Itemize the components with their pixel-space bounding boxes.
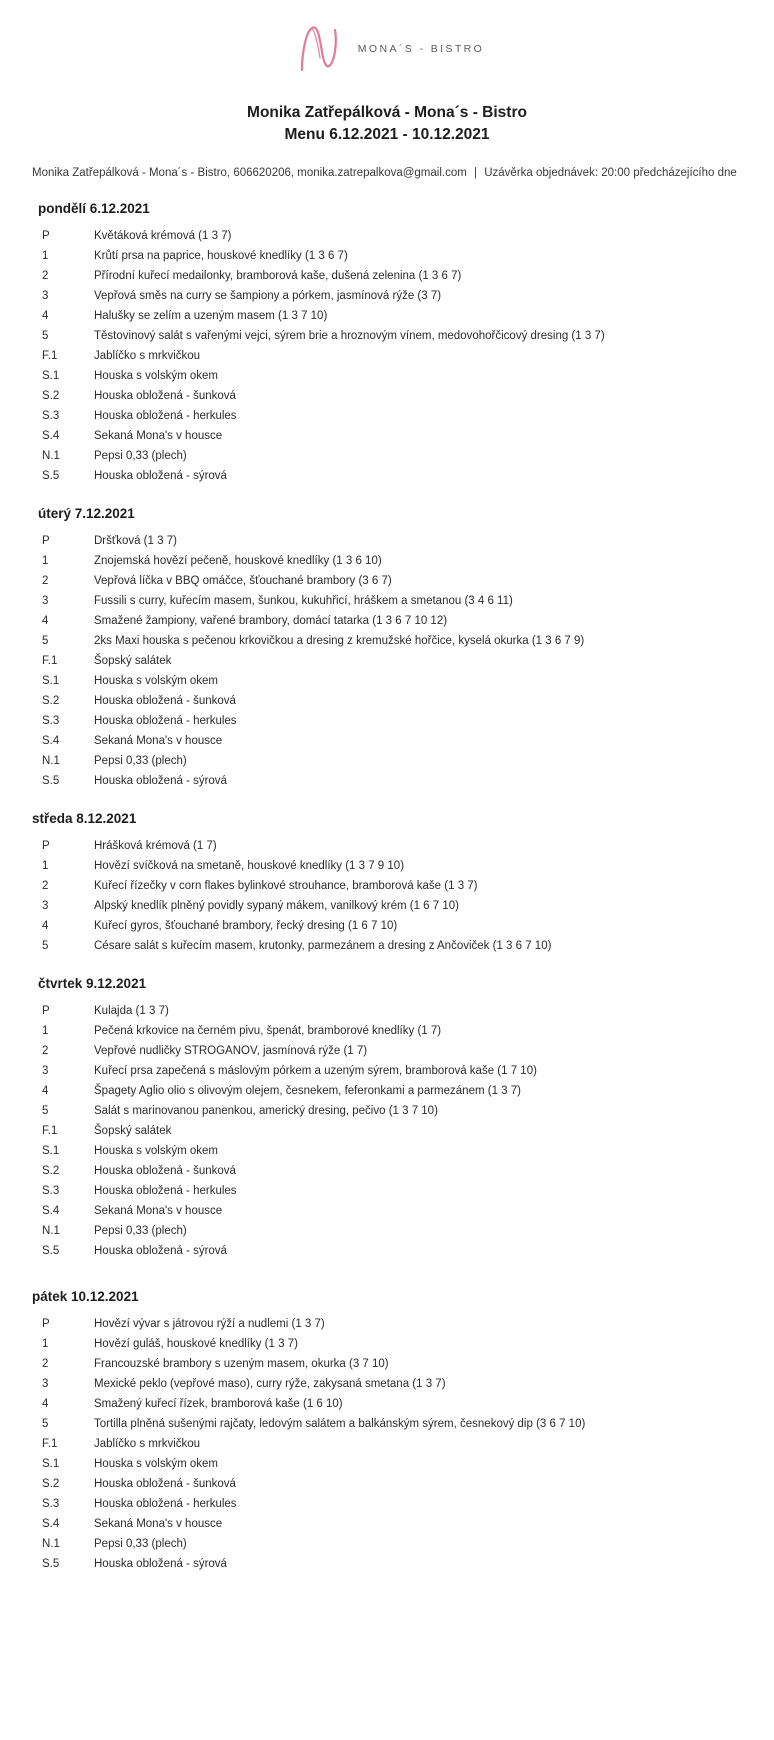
menu-item xyxy=(32,1041,750,1061)
day-title: pátek 10.12.2021 xyxy=(32,1289,139,1305)
item-code: S.1 xyxy=(42,370,60,383)
item-code: 4 xyxy=(42,920,49,933)
item-code: S.4 xyxy=(42,1205,60,1218)
brand-wordmark: MONA´S - BISTRO xyxy=(357,43,485,55)
item-code: 5 xyxy=(42,1105,49,1118)
item-name: Césare salát s kuřecím masem, krutonky, parmezánem a dresing z Ančoviček (1 3 6 7 10) xyxy=(94,940,552,953)
item-code: S.3 xyxy=(42,1185,60,1198)
item-code: S.5 xyxy=(42,470,60,483)
item-name: Houska s volským okem xyxy=(94,675,218,688)
item-name: Houska obložená - herkules xyxy=(94,1185,237,1198)
item-name: Houska obložená - sýrová xyxy=(94,1558,227,1571)
contact-info xyxy=(0,165,774,181)
item-name: Pepsi 0,33 (plech) xyxy=(94,1538,187,1551)
day-items xyxy=(32,226,750,486)
item-code: N.1 xyxy=(42,755,60,768)
item-name: Houska obložená - sýrová xyxy=(94,1245,227,1258)
item-name: Hovězí svíčková na smetaně, houskové knedlíky (1 3 7 9 10) xyxy=(94,860,405,873)
menu-item xyxy=(32,1081,750,1101)
brand-header xyxy=(0,0,774,86)
item-name: Houska s volským okem xyxy=(94,1145,218,1158)
item-name: Sekaná Mona's v housce xyxy=(94,1518,223,1531)
item-name: Dršťková (1 3 7) xyxy=(94,535,177,548)
menu-item xyxy=(32,386,750,406)
item-name: Tortilla plněná sušenými rajčaty, ledovým salátem a balkánským sýrem, česnekový dip (3 6 7 10) xyxy=(94,1418,586,1431)
day-items xyxy=(32,531,750,791)
menu-item xyxy=(32,1121,750,1141)
item-name: Květáková krémová (1 3 7) xyxy=(94,230,232,243)
menu-item xyxy=(32,1161,750,1181)
menu-item xyxy=(32,1454,750,1474)
menu-item xyxy=(32,1374,750,1394)
menu-item xyxy=(32,1334,750,1354)
item-name: Houska obložená - herkules xyxy=(94,410,237,423)
menu-item xyxy=(32,426,750,446)
item-name: Vepřové nudličky STROGANOV, jasmínová rýže (1 7) xyxy=(94,1045,368,1058)
menu-item xyxy=(32,1554,750,1574)
menu-item xyxy=(32,856,750,876)
item-code: 2 xyxy=(42,880,49,893)
menu-item xyxy=(32,446,750,466)
menu-item xyxy=(32,1314,750,1334)
item-name: Pepsi 0,33 (plech) xyxy=(94,755,187,768)
day-block-wednesday xyxy=(0,811,774,956)
item-name: Kuřecí gyros, šťouchané brambory, řecký dresing (1 6 7 10) xyxy=(94,920,398,933)
day-title: čtvrtek 9.12.2021 xyxy=(38,976,147,992)
menu-item xyxy=(32,326,750,346)
item-name: Houska obložená - sýrová xyxy=(94,775,227,788)
page-title xyxy=(0,102,774,147)
day-block-monday xyxy=(0,201,774,486)
item-name: Sekaná Mona's v housce xyxy=(94,1205,223,1218)
item-name: Sekaná Mona's v housce xyxy=(94,735,223,748)
item-name: Pečená krkovice na černém pivu, špenát, bramborové knedlíky (1 7) xyxy=(94,1025,442,1038)
menu-item xyxy=(32,1241,750,1261)
menu-item xyxy=(32,916,750,936)
item-code: S.1 xyxy=(42,675,60,688)
item-code: 5 xyxy=(42,1418,49,1431)
item-name: Houska obložená - šunková xyxy=(94,390,236,403)
item-code: S.3 xyxy=(42,410,60,423)
item-code: S.1 xyxy=(42,1145,60,1158)
item-name: Smažené žampiony, vařené brambory, domácí tatarka (1 3 6 7 10 12) xyxy=(94,615,448,628)
menu-item xyxy=(32,731,750,751)
menu-item xyxy=(32,1494,750,1514)
item-name: Pepsi 0,33 (plech) xyxy=(94,450,187,463)
item-code: S.5 xyxy=(42,1245,60,1258)
item-name: Kuřecí prsa zapečená s máslovým pórkem a uzeným sýrem, bramborová kaše (1 7 10) xyxy=(94,1065,537,1078)
item-code: S.5 xyxy=(42,775,60,788)
menu-item xyxy=(32,836,750,856)
item-name: Francouzské brambory s uzeným masem, okurka (3 7 10) xyxy=(94,1358,389,1371)
item-code: P xyxy=(42,230,50,243)
menu-item xyxy=(32,691,750,711)
menu-item xyxy=(32,531,750,551)
item-code: 3 xyxy=(42,900,49,913)
order-deadline-text: Uzávěrka objednávek: 20:00 předcházejícího dne xyxy=(484,166,737,179)
title-menu-range: Menu 6.12.2021 - 10.12.2021 xyxy=(284,126,490,144)
menu-item xyxy=(32,876,750,896)
item-code: P xyxy=(42,840,50,853)
item-name: Šopský salátek xyxy=(94,1125,172,1138)
day-items xyxy=(32,1314,750,1574)
item-name: Fussili s curry, kuřecím masem, šunkou, kukuhřicí, hráškem a smetanou (3 4 6 11) xyxy=(94,595,513,608)
item-code: 5 xyxy=(42,635,49,648)
item-code: 4 xyxy=(42,615,49,628)
menu-item xyxy=(32,591,750,611)
menu-item xyxy=(32,571,750,591)
item-name: 2ks Maxi houska s pečenou krkovičkou a dresing z kremužské hořčice, kyselá okurka (1 3 6 7 9) xyxy=(94,635,585,648)
item-name: Jablíčko s mrkvičkou xyxy=(94,350,201,363)
item-name: Mexické peklo (vepřové maso), curry rýže, zakysaná smetana (1 3 7) xyxy=(94,1378,446,1391)
item-name: Pepsi 0,33 (plech) xyxy=(94,1225,187,1238)
item-code: 2 xyxy=(42,1045,49,1058)
menu-item xyxy=(32,1414,750,1434)
item-name: Těstovinový salát s vařenými vejci, sýrem brie a hroznovým vínem, medovohořčicový dresing (1 3 7) xyxy=(94,330,605,343)
monogram-m-icon xyxy=(290,18,352,80)
contact-left-text: Monika Zatřepálková - Mona´s - Bistro, 606620206, monika.zatrepalkova@gmail.com xyxy=(32,166,467,179)
item-code: S.4 xyxy=(42,735,60,748)
item-name: Salát s marinovanou panenkou, americký dresing, pečivo (1 3 7 10) xyxy=(94,1105,438,1118)
menu-item xyxy=(32,651,750,671)
menu-item xyxy=(32,936,750,956)
item-code: 5 xyxy=(42,940,49,953)
item-code: 4 xyxy=(42,1398,49,1411)
menu-item xyxy=(32,711,750,731)
item-name: Jablíčko s mrkvičkou xyxy=(94,1438,201,1451)
item-code: F.1 xyxy=(42,350,58,363)
item-code: N.1 xyxy=(42,1225,60,1238)
menu-item xyxy=(32,346,750,366)
menu-item xyxy=(32,551,750,571)
item-code: S.3 xyxy=(42,1498,60,1511)
item-name: Alpský knedlík plněný povidly sypaný mákem, vanilkový krém (1 6 7 10) xyxy=(94,900,459,913)
item-code: F.1 xyxy=(42,1438,58,1451)
menu-item xyxy=(32,1434,750,1454)
menu-item xyxy=(32,406,750,426)
item-code: 1 xyxy=(42,555,49,568)
menu-item xyxy=(32,1514,750,1534)
contact-separator: | xyxy=(474,166,478,179)
item-code: S.5 xyxy=(42,1558,60,1571)
item-code: 2 xyxy=(42,575,49,588)
day-block-friday xyxy=(0,1289,774,1574)
item-code: P xyxy=(42,535,50,548)
menu-item xyxy=(32,1141,750,1161)
item-code: N.1 xyxy=(42,450,60,463)
item-name: Hovězí guláš, houskové knedlíky (1 3 7) xyxy=(94,1338,298,1351)
item-name: Hovězí vývar s játrovou rýží a nudlemi (1 3 7) xyxy=(94,1318,325,1331)
item-name: Kulajda (1 3 7) xyxy=(94,1005,169,1018)
item-name: Houska s volským okem xyxy=(94,370,218,383)
day-title: středa 8.12.2021 xyxy=(32,811,137,827)
item-code: 1 xyxy=(42,250,49,263)
item-code: F.1 xyxy=(42,1125,58,1138)
title-business-name: Monika Zatřepálková - Mona´s - Bistro xyxy=(247,104,527,121)
item-code: 2 xyxy=(42,1358,49,1371)
menu-item xyxy=(32,611,750,631)
day-title: pondělí 6.12.2021 xyxy=(38,201,150,217)
menu-item xyxy=(32,1221,750,1241)
menu-item xyxy=(32,1474,750,1494)
item-name: Smažený kuřecí řízek, bramborová kaše (1 6 10) xyxy=(94,1398,343,1411)
item-code: S.2 xyxy=(42,1478,60,1491)
menu-item xyxy=(32,1201,750,1221)
item-code: 3 xyxy=(42,595,49,608)
menu-item xyxy=(32,1061,750,1081)
menu-item xyxy=(32,1354,750,1374)
item-name: Houska s volským okem xyxy=(94,1458,218,1471)
item-code: S.2 xyxy=(42,1165,60,1178)
item-code: 1 xyxy=(42,1338,49,1351)
menu-item xyxy=(32,306,750,326)
item-code: 1 xyxy=(42,1025,49,1038)
menu-item xyxy=(32,1021,750,1041)
item-code: 3 xyxy=(42,1065,49,1078)
item-code: 3 xyxy=(42,1378,49,1391)
item-name: Houska obložená - šunková xyxy=(94,1165,236,1178)
item-code: P xyxy=(42,1005,50,1018)
day-items xyxy=(32,836,750,956)
menu-item xyxy=(32,266,750,286)
item-name: Znojemská hovězí pečeně, houskové knedlíky (1 3 6 10) xyxy=(94,555,382,568)
item-name: Houska obložená - šunková xyxy=(94,1478,236,1491)
item-code: 1 xyxy=(42,860,49,873)
item-name: Kuřecí řízečky v corn flakes bylinkové strouhance, bramborová kaše (1 3 7) xyxy=(94,880,478,893)
item-code: 5 xyxy=(42,330,49,343)
menu-item xyxy=(32,1101,750,1121)
item-code: F.1 xyxy=(42,655,58,668)
day-items xyxy=(32,1001,750,1261)
day-block-thursday xyxy=(0,976,774,1261)
item-name: Špagety Aglio olio s olivovým olejem, česnekem, feferonkami a parmezánem (1 3 7) xyxy=(94,1085,521,1098)
menu-item xyxy=(32,771,750,791)
item-code: S.2 xyxy=(42,695,60,708)
item-name: Vepřová líčka v BBQ omáčce, šťouchané brambory (3 6 7) xyxy=(94,575,392,588)
item-code: 3 xyxy=(42,290,49,303)
item-code: P xyxy=(42,1318,50,1331)
menu-item xyxy=(32,226,750,246)
item-code: 4 xyxy=(42,310,49,323)
menu-item xyxy=(32,1181,750,1201)
menu-item xyxy=(32,751,750,771)
menu-item xyxy=(32,631,750,651)
menu-item xyxy=(32,246,750,266)
item-name: Krůtí prsa na paprice, houskové knedlíky (1 3 6 7) xyxy=(94,250,348,263)
item-name: Hrášková krémová (1 7) xyxy=(94,840,217,853)
item-code: S.4 xyxy=(42,430,60,443)
menu-item xyxy=(32,1394,750,1414)
item-name: Halušky se zelím a uzeným masem (1 3 7 10) xyxy=(94,310,328,323)
item-name: Přírodní kuřecí medailonky, bramborová kaše, dušená zelenina (1 3 6 7) xyxy=(94,270,462,283)
item-code: N.1 xyxy=(42,1538,60,1551)
item-code: S.4 xyxy=(42,1518,60,1531)
item-code: S.1 xyxy=(42,1458,60,1471)
item-name: Šopský salátek xyxy=(94,655,172,668)
item-name: Vepřová směs na curry se šampiony a pórkem, jasmínová rýže (3 7) xyxy=(94,290,442,303)
item-name: Sekaná Mona's v housce xyxy=(94,430,223,443)
item-code: 4 xyxy=(42,1085,49,1098)
item-name: Houska obložená - šunková xyxy=(94,695,236,708)
menu-item xyxy=(32,366,750,386)
item-code: 2 xyxy=(42,270,49,283)
item-code: S.2 xyxy=(42,390,60,403)
menu-item xyxy=(32,1534,750,1554)
item-name: Houska obložená - herkules xyxy=(94,1498,237,1511)
day-title: úterý 7.12.2021 xyxy=(38,506,135,522)
item-name: Houska obložená - sýrová xyxy=(94,470,227,483)
day-block-tuesday xyxy=(0,506,774,791)
menu-item xyxy=(32,286,750,306)
menu-item xyxy=(32,896,750,916)
item-code: S.3 xyxy=(42,715,60,728)
item-name: Houska obložená - herkules xyxy=(94,715,237,728)
menu-item xyxy=(32,671,750,691)
menu-item xyxy=(32,1001,750,1021)
menu-item xyxy=(32,466,750,486)
